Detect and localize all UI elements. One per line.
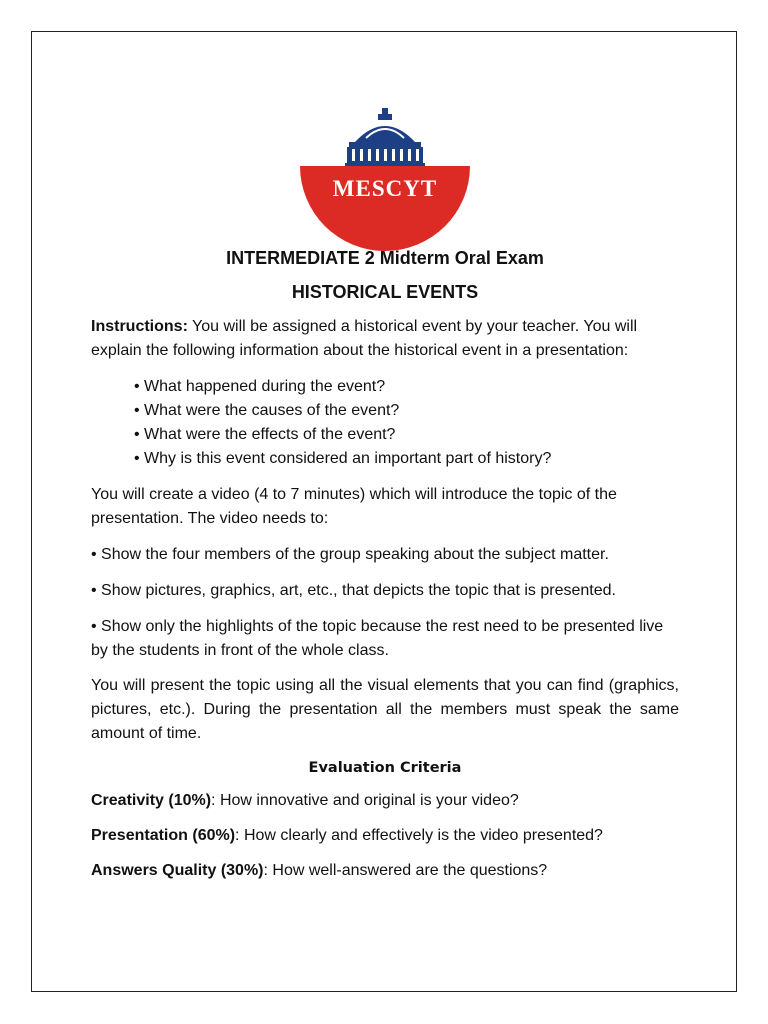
video-point: • Show only the highlights of the topic because the rest need to be presented live by the students in front of the whole class. — [91, 618, 664, 659]
instructions-text: You will be assigned a historical event by your teacher. You will explain the following information about the historical event in a presentation: — [91, 318, 638, 359]
instructions-label: Instructions: — [91, 318, 188, 335]
criterion-creativity — [91, 789, 679, 813]
question-item: • What happened during the event? — [134, 378, 386, 395]
topic-title: HISTORICAL EVENTS — [291, 282, 479, 302]
logo-text: MESCYT — [332, 176, 438, 201]
criterion-text: : How clearly and effectively is the video presented? — [235, 827, 603, 844]
question-item: • What were the causes of the event? — [134, 402, 400, 419]
instructions-paragraph — [91, 315, 679, 363]
criterion-answers-quality — [91, 859, 679, 883]
criterion-label: Answers Quality (30%) — [91, 862, 264, 879]
criterion-presentation — [91, 824, 679, 848]
evaluation-heading: Evaluation Criteria — [308, 760, 462, 776]
criterion-text: : How innovative and original is your video? — [211, 792, 519, 809]
logo-lantern — [378, 114, 392, 120]
criterion-label: Creativity (10%) — [91, 792, 212, 809]
logo-base-line — [345, 163, 425, 166]
video-intro: You will create a video (4 to 7 minutes) which will introduce the topic of the presentation. The video needs to: — [91, 486, 617, 527]
presentation-note: You will present the topic using all the visual elements that you can find (graphics, pictures, etc.). During the presentation all the members must speak the same amount of time. — [91, 677, 679, 742]
video-point: • Show the four members of the group speaking about the subject matter. — [91, 546, 609, 563]
logo-dome-band — [349, 142, 421, 147]
exam-title: INTERMEDIATE 2 Midterm Oral Exam — [226, 248, 544, 268]
logo-lantern-top — [382, 108, 388, 114]
content — [91, 244, 679, 883]
question-item: • Why is this event considered an important part of history? — [134, 450, 552, 467]
video-point: • Show pictures, graphics, art, etc., that depicts the topic that is presented. — [91, 582, 616, 599]
document-page — [31, 31, 737, 992]
criterion-label: Presentation (60%) — [91, 827, 236, 844]
question-list — [134, 375, 679, 471]
logo-columns — [352, 149, 419, 161]
question-item: • What were the effects of the event? — [134, 426, 396, 443]
criterion-text: : How well-answered are the questions? — [263, 862, 548, 879]
